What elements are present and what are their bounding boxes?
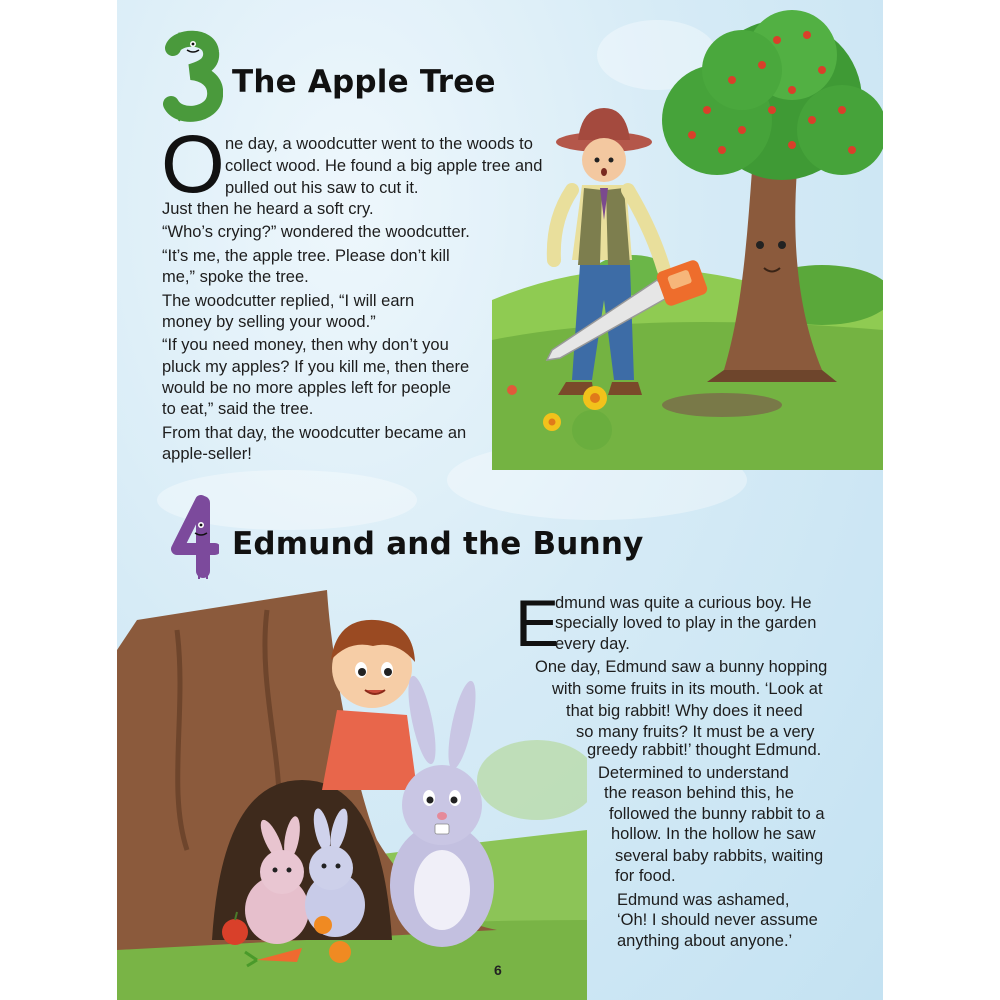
page-number: 6 bbox=[494, 962, 502, 978]
story-3-line: “It’s me, the apple tree. Please don’t kill bbox=[162, 247, 450, 265]
story-3-line: “Who’s crying?” wondered the woodcutter. bbox=[162, 223, 470, 241]
story-3-line: me,” spoke the tree. bbox=[162, 268, 309, 286]
story-3-line: ne day, a woodcutter went to the woods to bbox=[225, 135, 533, 153]
story-4-line: Edmund was ashamed, bbox=[617, 891, 790, 909]
tree-foliage bbox=[662, 10, 883, 180]
number-4-icon bbox=[171, 495, 219, 581]
story-4-line: every day. bbox=[555, 635, 630, 653]
story-3-line: would be no more apples left for people bbox=[162, 379, 451, 397]
story-4-line: that big rabbit! Why does it need bbox=[566, 702, 803, 720]
story-4-line: so many fruits? It must be a very bbox=[576, 723, 815, 741]
story-4-line: dmund was quite a curious boy. He bbox=[555, 594, 812, 612]
story-3-line: The woodcutter replied, “I will earn bbox=[162, 292, 415, 310]
story-3-line: pluck my apples? If you kill me, then there bbox=[162, 358, 470, 376]
story-4-dropcap: E bbox=[515, 586, 560, 660]
story-4-line: ‘Oh! I should never assume bbox=[617, 911, 818, 929]
story-4-line: greedy rabbit!’ thought Edmund. bbox=[587, 741, 822, 759]
tree-eye bbox=[756, 241, 764, 249]
story-4-line: for food. bbox=[615, 867, 676, 885]
edmund-bunny-illustration bbox=[117, 586, 587, 1000]
story-4-line: anything about anyone.’ bbox=[617, 932, 793, 950]
dirt-patch bbox=[662, 393, 782, 417]
story-4-line: specially loved to play in the garden bbox=[555, 614, 817, 632]
story-3-line: “If you need money, then why don’t you bbox=[162, 336, 449, 354]
story-3-dropcap: O bbox=[161, 119, 225, 210]
story-3-line: From that day, the woodcutter became an bbox=[162, 424, 467, 442]
story-4-line: several baby rabbits, waiting bbox=[615, 847, 824, 865]
story-4-line: the reason behind this, he bbox=[604, 784, 794, 802]
story-4-line: followed the bunny rabbit to a bbox=[609, 805, 825, 823]
story-4-line: with some fruits in its mouth. ‘Look at bbox=[552, 680, 823, 698]
big-bunny bbox=[390, 674, 494, 947]
story-3-line: to eat,” said the tree. bbox=[162, 400, 314, 418]
story-4-title: Edmund and the Bunny bbox=[232, 526, 644, 562]
story-3-title: The Apple Tree bbox=[232, 64, 496, 100]
story-3-line: money by selling your wood.” bbox=[162, 313, 376, 331]
story-3-line: Just then he heard a soft cry. bbox=[162, 200, 374, 218]
story-3-line: collect wood. He found a big apple tree and bbox=[225, 157, 543, 175]
woodcutter-apple-tree-illustration bbox=[492, 10, 883, 470]
story-3-line: apple-seller! bbox=[162, 445, 252, 463]
story-3-line: pulled out his saw to cut it. bbox=[225, 179, 419, 197]
book-page bbox=[117, 0, 883, 1000]
story-4-line: Determined to understand bbox=[598, 764, 789, 782]
story-4-line: One day, Edmund saw a bunny hopping bbox=[535, 658, 828, 676]
number-3-icon bbox=[163, 30, 223, 122]
story-4-line: hollow. In the hollow he saw bbox=[611, 825, 816, 843]
